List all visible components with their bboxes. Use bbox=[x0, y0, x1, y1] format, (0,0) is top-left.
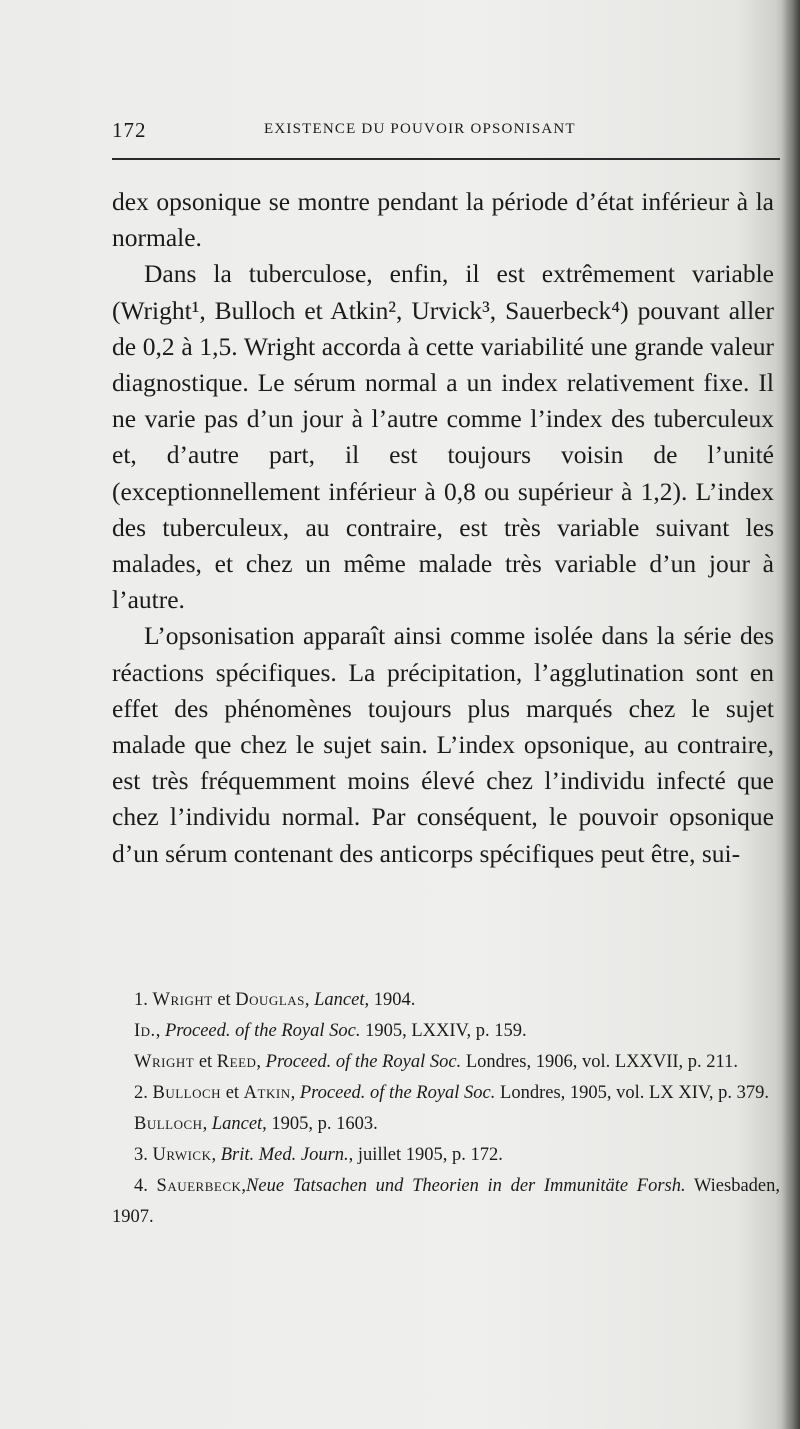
footnote-sep: , bbox=[202, 1114, 212, 1134]
paragraph-2: Dans la tuberculose, enfin, il est extrêmement variable (Wright¹, Bulloch et Atkin², Urvick³, Sauerbeck⁴) pouvant aller de 0,2 à 1,5. Wright accorda à cette variabilité une grande valeur diagnostique. Le sérum normal a un index relativement fixe. Il ne varie pas d’un jour à l’autre comme l’index des tuberculeux et, d’autre part, il est toujours voisin de l’unité (exceptionnellement inférieur à 0,8 ou supérieur à 1,2). L’index des tuberculeux, au contraire, est très variable suivant les malades, et chez un même malade très variable d’un jour à l’autre. bbox=[112, 259, 774, 615]
paragraph-1: dex opsonique se montre pendant la période d’état inférieur à la normale. bbox=[112, 187, 774, 253]
footnote-number: 4. bbox=[134, 1176, 148, 1196]
page-header bbox=[112, 118, 772, 148]
footnote-journal: Lancet bbox=[211, 1114, 263, 1134]
footnote-2-ref-2 bbox=[112, 1109, 780, 1140]
footnote-journal: Lancet bbox=[314, 990, 365, 1010]
footnote-sep: , bbox=[241, 1176, 247, 1196]
footnote-author: Wright bbox=[134, 1052, 195, 1072]
paragraph-3: L’opsonisation apparaît ainsi comme isolée dans la série des réactions spécifiques. La précipitation, l’agglutination sont en effet des phénomènes toujours plus marqués chez le sujet malade que chez le sujet sain. L’index opsonique, au contraire, est très fréquemment moins élevé chez l’individu infecté que chez l’individu normal. Par conséquent, le pouvoir opsonique d’un sérum contenant des anticorps spécifiques peut être, sui- bbox=[112, 621, 774, 868]
footnote-journal: Proceed. of the Royal Soc. bbox=[164, 1021, 361, 1041]
footnote-4 bbox=[112, 1171, 780, 1233]
running-head: EXISTENCE DU POUVOIR OPSONISANT bbox=[264, 121, 576, 137]
footnote-sep: et bbox=[194, 1052, 217, 1072]
footnote-journal: Neue Tatsachen und Theorien in der Immunitäte Forsh. bbox=[246, 1176, 686, 1196]
footnote-details: 1905, LXXIV, p. 159. bbox=[360, 1021, 527, 1041]
footnote-sep: , bbox=[155, 1021, 165, 1041]
footnote-3 bbox=[112, 1140, 780, 1171]
footnote-author: Bulloch bbox=[134, 1114, 203, 1134]
page-number: 172 bbox=[112, 118, 147, 142]
footnote-journal: Brit. Med. Journ. bbox=[220, 1145, 349, 1165]
footnote-number: 2. bbox=[134, 1083, 148, 1103]
footnote-author: Urwick bbox=[152, 1145, 212, 1165]
footnote-details: Wiesbaden, 1907. bbox=[112, 1176, 781, 1227]
footnote-number: 3. bbox=[134, 1145, 148, 1165]
footnote-details: , juillet 1905, p. 172. bbox=[348, 1145, 503, 1165]
footnote-author: Atkin bbox=[243, 1083, 291, 1103]
footnote-journal: Proceed. of the Royal Soc. bbox=[299, 1083, 496, 1103]
footnote-author: Id. bbox=[134, 1021, 156, 1041]
footnote-author: Bulloch bbox=[152, 1083, 222, 1103]
footnote-sep: , bbox=[256, 1052, 266, 1072]
footnote-sep: , bbox=[290, 1083, 300, 1103]
footnote-1-ref-2 bbox=[112, 1016, 780, 1047]
footnote-sep: , bbox=[304, 990, 315, 1010]
body-text bbox=[112, 184, 774, 872]
footnote-author: Reed bbox=[216, 1052, 257, 1072]
header-rule bbox=[112, 158, 780, 160]
footnote-journal: Proceed. of the Royal Soc. bbox=[265, 1052, 462, 1072]
footnote-sep: , bbox=[211, 1145, 221, 1165]
footnote-author: Douglas bbox=[235, 990, 305, 1010]
footnote-1-ref-3 bbox=[112, 1047, 780, 1078]
footnotes bbox=[112, 985, 780, 1233]
footnote-details: , 1904. bbox=[364, 990, 416, 1010]
footnote-author: Sauerbeck bbox=[156, 1176, 242, 1196]
footnote-details: , 1905, p. 1603. bbox=[262, 1114, 378, 1134]
footnote-details: Londres, 1905, vol. LX XIV, p. 379. bbox=[495, 1083, 769, 1103]
footnote-author: Wright bbox=[152, 990, 213, 1010]
page-edge-shadow bbox=[782, 0, 800, 1429]
footnote-sep: et bbox=[212, 990, 236, 1010]
footnote-details: Londres, 1906, vol. LXXVII, p. 211. bbox=[461, 1052, 738, 1072]
footnote-number: 1. bbox=[134, 990, 148, 1010]
footnote-2 bbox=[112, 1078, 780, 1109]
footnote-1 bbox=[112, 985, 780, 1016]
footnote-sep: et bbox=[221, 1083, 244, 1103]
